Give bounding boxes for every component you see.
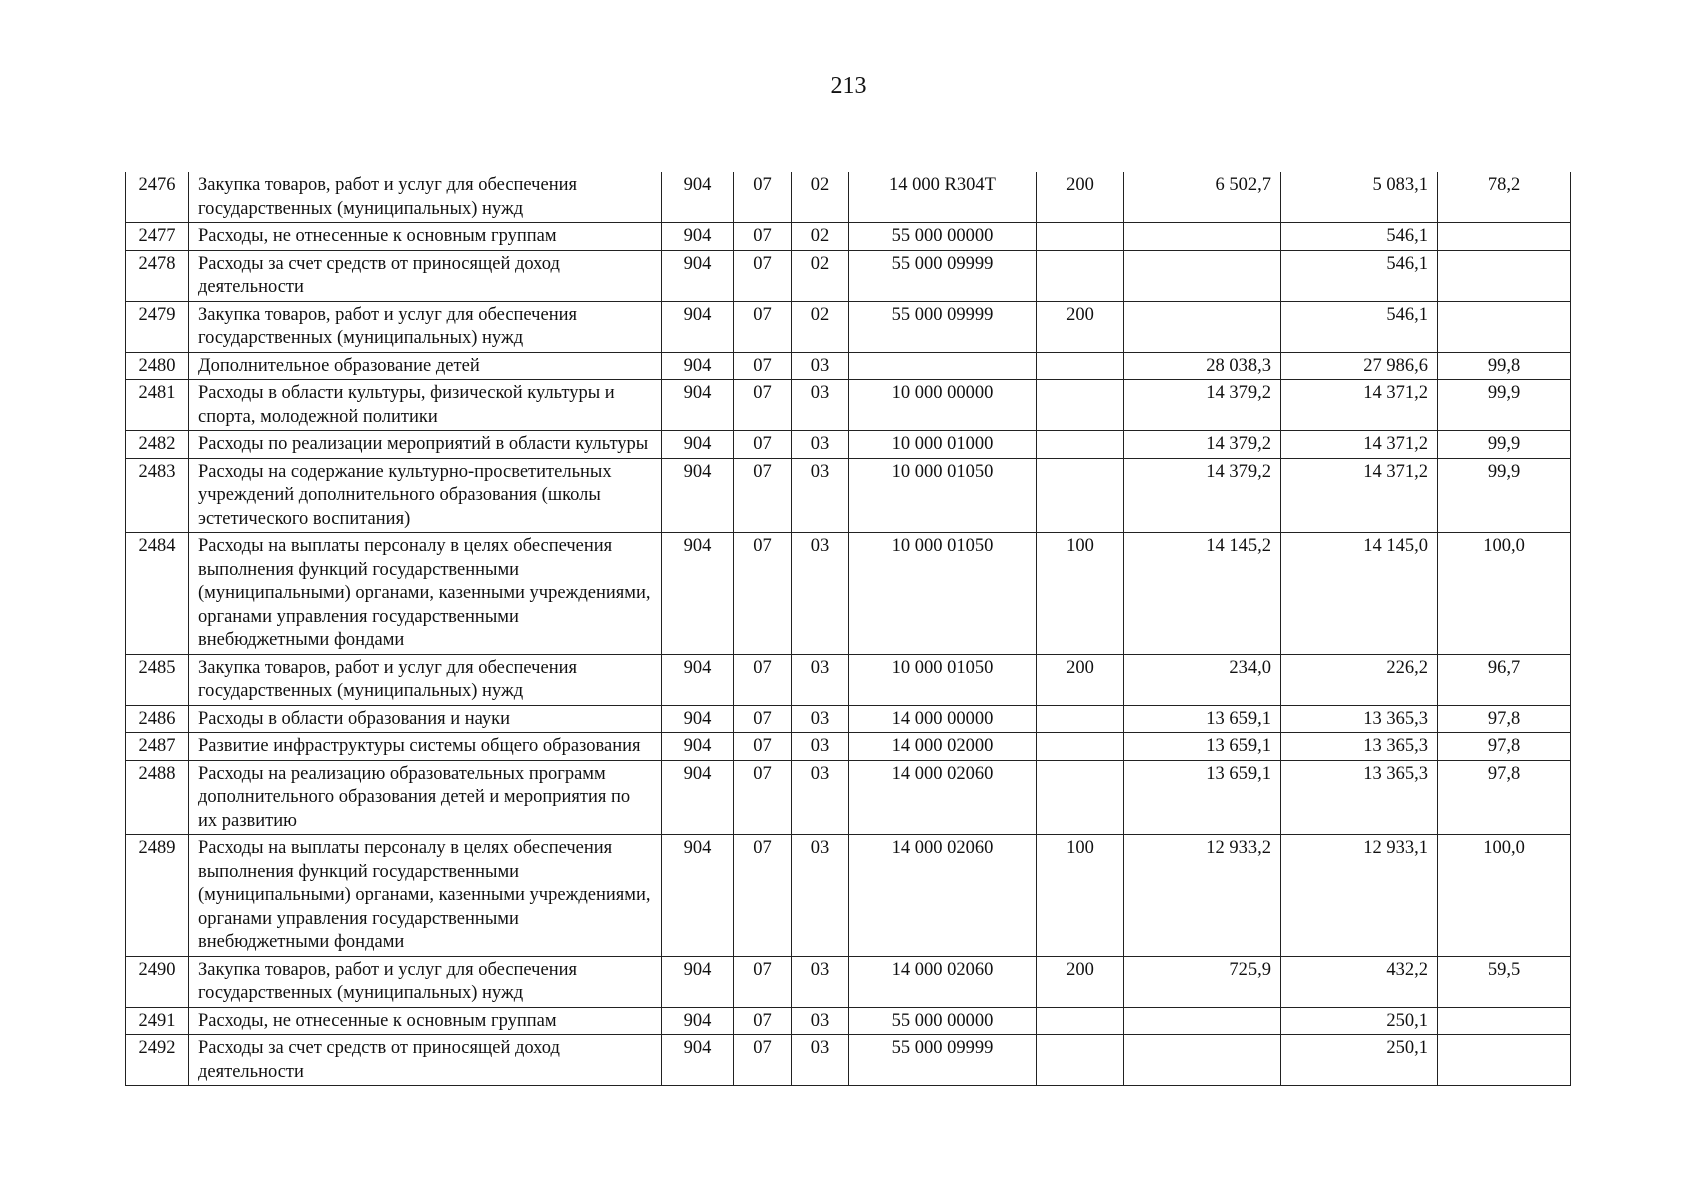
row-number-cell: 2488: [126, 760, 189, 835]
subsection-code-cell: 03: [792, 705, 849, 733]
table-row: [126, 380, 1571, 431]
department-code-cell: 904: [662, 705, 734, 733]
execution-percent-cell: [1438, 223, 1571, 251]
table-row: [126, 431, 1571, 459]
table-body: [126, 172, 1571, 1086]
table-row: [126, 1035, 1571, 1086]
section-code-cell: 07: [734, 250, 792, 301]
department-code-cell: 904: [662, 352, 734, 380]
subsection-code-cell: 02: [792, 301, 849, 352]
actual-amount-cell: 13 365,3: [1281, 705, 1438, 733]
target-article-cell: 10 000 01050: [849, 458, 1037, 533]
department-code-cell: 904: [662, 760, 734, 835]
execution-percent-cell: 97,8: [1438, 705, 1571, 733]
planned-amount-cell: [1124, 1007, 1281, 1035]
section-code-cell: 07: [734, 956, 792, 1007]
table-row: [126, 835, 1571, 957]
table-row: [126, 654, 1571, 705]
execution-percent-cell: [1438, 301, 1571, 352]
expense-name-cell: Расходы за счет средств от приносящей доход деятельности: [189, 250, 662, 301]
planned-amount-cell: 13 659,1: [1124, 733, 1281, 761]
row-number-cell: 2491: [126, 1007, 189, 1035]
target-article-cell: [849, 352, 1037, 380]
expense-type-cell: [1037, 380, 1124, 431]
subsection-code-cell: 02: [792, 223, 849, 251]
section-code-cell: 07: [734, 733, 792, 761]
table-row: [126, 705, 1571, 733]
planned-amount-cell: 13 659,1: [1124, 705, 1281, 733]
subsection-code-cell: 03: [792, 1007, 849, 1035]
execution-percent-cell: 99,9: [1438, 431, 1571, 459]
actual-amount-cell: 250,1: [1281, 1007, 1438, 1035]
planned-amount-cell: 28 038,3: [1124, 352, 1281, 380]
table-row: [126, 533, 1571, 655]
execution-percent-cell: [1438, 250, 1571, 301]
department-code-cell: 904: [662, 654, 734, 705]
subsection-code-cell: 03: [792, 835, 849, 957]
execution-percent-cell: 100,0: [1438, 835, 1571, 957]
expense-type-cell: [1037, 1035, 1124, 1086]
table-row: [126, 760, 1571, 835]
actual-amount-cell: 13 365,3: [1281, 760, 1438, 835]
subsection-code-cell: 03: [792, 458, 849, 533]
expense-type-cell: 100: [1037, 533, 1124, 655]
target-article-cell: 14 000 02060: [849, 760, 1037, 835]
section-code-cell: 07: [734, 223, 792, 251]
execution-percent-cell: [1438, 1007, 1571, 1035]
expense-name-cell: Расходы в области культуры, физической культуры и спорта, молодежной политики: [189, 380, 662, 431]
expense-type-cell: 200: [1037, 654, 1124, 705]
table-row: [126, 250, 1571, 301]
department-code-cell: 904: [662, 1035, 734, 1086]
expense-name-cell: Расходы на содержание культурно-просветительных учреждений дополнительного образования (школы эстетического воспитания): [189, 458, 662, 533]
row-number-cell: 2484: [126, 533, 189, 655]
planned-amount-cell: [1124, 1035, 1281, 1086]
subsection-code-cell: 03: [792, 380, 849, 431]
table-row: [126, 458, 1571, 533]
row-number-cell: 2477: [126, 223, 189, 251]
subsection-code-cell: 02: [792, 172, 849, 223]
actual-amount-cell: 546,1: [1281, 250, 1438, 301]
department-code-cell: 904: [662, 301, 734, 352]
execution-percent-cell: 78,2: [1438, 172, 1571, 223]
execution-percent-cell: 96,7: [1438, 654, 1571, 705]
expense-type-cell: 200: [1037, 301, 1124, 352]
expense-name-cell: Закупка товаров, работ и услуг для обеспечения государственных (муниципальных) нужд: [189, 956, 662, 1007]
planned-amount-cell: [1124, 250, 1281, 301]
expense-type-cell: [1037, 705, 1124, 733]
expense-name-cell: Дополнительное образование детей: [189, 352, 662, 380]
department-code-cell: 904: [662, 380, 734, 431]
planned-amount-cell: 14 379,2: [1124, 458, 1281, 533]
expense-type-cell: [1037, 1007, 1124, 1035]
actual-amount-cell: 432,2: [1281, 956, 1438, 1007]
expense-type-cell: [1037, 458, 1124, 533]
target-article-cell: 10 000 01050: [849, 533, 1037, 655]
section-code-cell: 07: [734, 431, 792, 459]
actual-amount-cell: 14 371,2: [1281, 380, 1438, 431]
actual-amount-cell: 14 145,0: [1281, 533, 1438, 655]
expense-name-cell: Закупка товаров, работ и услуг для обеспечения государственных (муниципальных) нужд: [189, 301, 662, 352]
expense-type-cell: [1037, 760, 1124, 835]
execution-percent-cell: 97,8: [1438, 733, 1571, 761]
actual-amount-cell: 5 083,1: [1281, 172, 1438, 223]
row-number-cell: 2482: [126, 431, 189, 459]
section-code-cell: 07: [734, 380, 792, 431]
expense-name-cell: Развитие инфраструктуры системы общего образования: [189, 733, 662, 761]
target-article-cell: 10 000 00000: [849, 380, 1037, 431]
row-number-cell: 2490: [126, 956, 189, 1007]
execution-percent-cell: 97,8: [1438, 760, 1571, 835]
target-article-cell: 55 000 00000: [849, 1007, 1037, 1035]
execution-percent-cell: 100,0: [1438, 533, 1571, 655]
expense-name-cell: Расходы на выплаты персоналу в целях обеспечения выполнения функций государственными (муниципальными) органами, казенными учреждениями, органами управления государственными внебюджетными фондами: [189, 533, 662, 655]
section-code-cell: 07: [734, 1007, 792, 1035]
section-code-cell: 07: [734, 1035, 792, 1086]
target-article-cell: 55 000 09999: [849, 1035, 1037, 1086]
planned-amount-cell: 14 145,2: [1124, 533, 1281, 655]
execution-percent-cell: 99,9: [1438, 458, 1571, 533]
row-number-cell: 2481: [126, 380, 189, 431]
table-row: [126, 956, 1571, 1007]
planned-amount-cell: 13 659,1: [1124, 760, 1281, 835]
expense-type-cell: [1037, 352, 1124, 380]
subsection-code-cell: 03: [792, 431, 849, 459]
target-article-cell: 14 000 R304T: [849, 172, 1037, 223]
planned-amount-cell: 12 933,2: [1124, 835, 1281, 957]
execution-percent-cell: [1438, 1035, 1571, 1086]
actual-amount-cell: 250,1: [1281, 1035, 1438, 1086]
row-number-cell: 2489: [126, 835, 189, 957]
row-number-cell: 2485: [126, 654, 189, 705]
expense-type-cell: [1037, 431, 1124, 459]
actual-amount-cell: 226,2: [1281, 654, 1438, 705]
planned-amount-cell: 6 502,7: [1124, 172, 1281, 223]
table-row: [126, 1007, 1571, 1035]
page-number: 213: [830, 73, 867, 99]
section-code-cell: 07: [734, 654, 792, 705]
table-row: [126, 172, 1571, 223]
actual-amount-cell: 14 371,2: [1281, 458, 1438, 533]
department-code-cell: 904: [662, 533, 734, 655]
subsection-code-cell: 03: [792, 1035, 849, 1086]
row-number-cell: 2479: [126, 301, 189, 352]
expense-name-cell: Расходы на реализацию образовательных программ дополнительного образования детей и мероприятия по их развитию: [189, 760, 662, 835]
expense-type-cell: [1037, 733, 1124, 761]
budget-execution-table: [125, 172, 1571, 1086]
execution-percent-cell: 99,8: [1438, 352, 1571, 380]
section-code-cell: 07: [734, 352, 792, 380]
department-code-cell: 904: [662, 431, 734, 459]
table-row: [126, 733, 1571, 761]
department-code-cell: 904: [662, 250, 734, 301]
subsection-code-cell: 03: [792, 654, 849, 705]
target-article-cell: 55 000 09999: [849, 250, 1037, 301]
expense-name-cell: Закупка товаров, работ и услуг для обеспечения государственных (муниципальных) нужд: [189, 172, 662, 223]
row-number-cell: 2487: [126, 733, 189, 761]
department-code-cell: 904: [662, 458, 734, 533]
actual-amount-cell: 14 371,2: [1281, 431, 1438, 459]
row-number-cell: 2483: [126, 458, 189, 533]
department-code-cell: 904: [662, 733, 734, 761]
actual-amount-cell: 27 986,6: [1281, 352, 1438, 380]
section-code-cell: 07: [734, 301, 792, 352]
department-code-cell: 904: [662, 223, 734, 251]
subsection-code-cell: 03: [792, 733, 849, 761]
subsection-code-cell: 03: [792, 533, 849, 655]
target-article-cell: 10 000 01050: [849, 654, 1037, 705]
expense-name-cell: Расходы за счет средств от приносящей доход деятельности: [189, 1035, 662, 1086]
expense-name-cell: Закупка товаров, работ и услуг для обеспечения государственных (муниципальных) нужд: [189, 654, 662, 705]
row-number-cell: 2480: [126, 352, 189, 380]
planned-amount-cell: 234,0: [1124, 654, 1281, 705]
target-article-cell: 14 000 00000: [849, 705, 1037, 733]
planned-amount-cell: 14 379,2: [1124, 431, 1281, 459]
target-article-cell: 10 000 01000: [849, 431, 1037, 459]
target-article-cell: 55 000 09999: [849, 301, 1037, 352]
section-code-cell: 07: [734, 835, 792, 957]
expense-name-cell: Расходы по реализации мероприятий в области культуры: [189, 431, 662, 459]
expense-type-cell: 200: [1037, 172, 1124, 223]
actual-amount-cell: 13 365,3: [1281, 733, 1438, 761]
subsection-code-cell: 03: [792, 956, 849, 1007]
expense-name-cell: Расходы, не отнесенные к основным группам: [189, 1007, 662, 1035]
target-article-cell: 14 000 02060: [849, 835, 1037, 957]
planned-amount-cell: 14 379,2: [1124, 380, 1281, 431]
department-code-cell: 904: [662, 956, 734, 1007]
section-code-cell: 07: [734, 533, 792, 655]
expense-name-cell: Расходы, не отнесенные к основным группам: [189, 223, 662, 251]
section-code-cell: 07: [734, 458, 792, 533]
row-number-cell: 2478: [126, 250, 189, 301]
expense-type-cell: 200: [1037, 956, 1124, 1007]
expense-name-cell: Расходы в области образования и науки: [189, 705, 662, 733]
target-article-cell: 55 000 00000: [849, 223, 1037, 251]
target-article-cell: 14 000 02000: [849, 733, 1037, 761]
expense-name-cell: Расходы на выплаты персоналу в целях обеспечения выполнения функций государственными (муниципальными) органами, казенными учреждениями, органами управления государственными внебюджетными фондами: [189, 835, 662, 957]
subsection-code-cell: 03: [792, 760, 849, 835]
execution-percent-cell: 59,5: [1438, 956, 1571, 1007]
subsection-code-cell: 03: [792, 352, 849, 380]
table-row: [126, 223, 1571, 251]
section-code-cell: 07: [734, 760, 792, 835]
expense-type-cell: [1037, 223, 1124, 251]
actual-amount-cell: 546,1: [1281, 223, 1438, 251]
actual-amount-cell: 546,1: [1281, 301, 1438, 352]
row-number-cell: 2492: [126, 1035, 189, 1086]
execution-percent-cell: 99,9: [1438, 380, 1571, 431]
department-code-cell: 904: [662, 835, 734, 957]
expense-type-cell: [1037, 250, 1124, 301]
target-article-cell: 14 000 02060: [849, 956, 1037, 1007]
planned-amount-cell: [1124, 223, 1281, 251]
row-number-cell: 2486: [126, 705, 189, 733]
expense-type-cell: 100: [1037, 835, 1124, 957]
table-row: [126, 301, 1571, 352]
department-code-cell: 904: [662, 1007, 734, 1035]
subsection-code-cell: 02: [792, 250, 849, 301]
planned-amount-cell: 725,9: [1124, 956, 1281, 1007]
department-code-cell: 904: [662, 172, 734, 223]
table-row: [126, 352, 1571, 380]
section-code-cell: 07: [734, 705, 792, 733]
section-code-cell: 07: [734, 172, 792, 223]
planned-amount-cell: [1124, 301, 1281, 352]
actual-amount-cell: 12 933,1: [1281, 835, 1438, 957]
row-number-cell: 2476: [126, 172, 189, 223]
